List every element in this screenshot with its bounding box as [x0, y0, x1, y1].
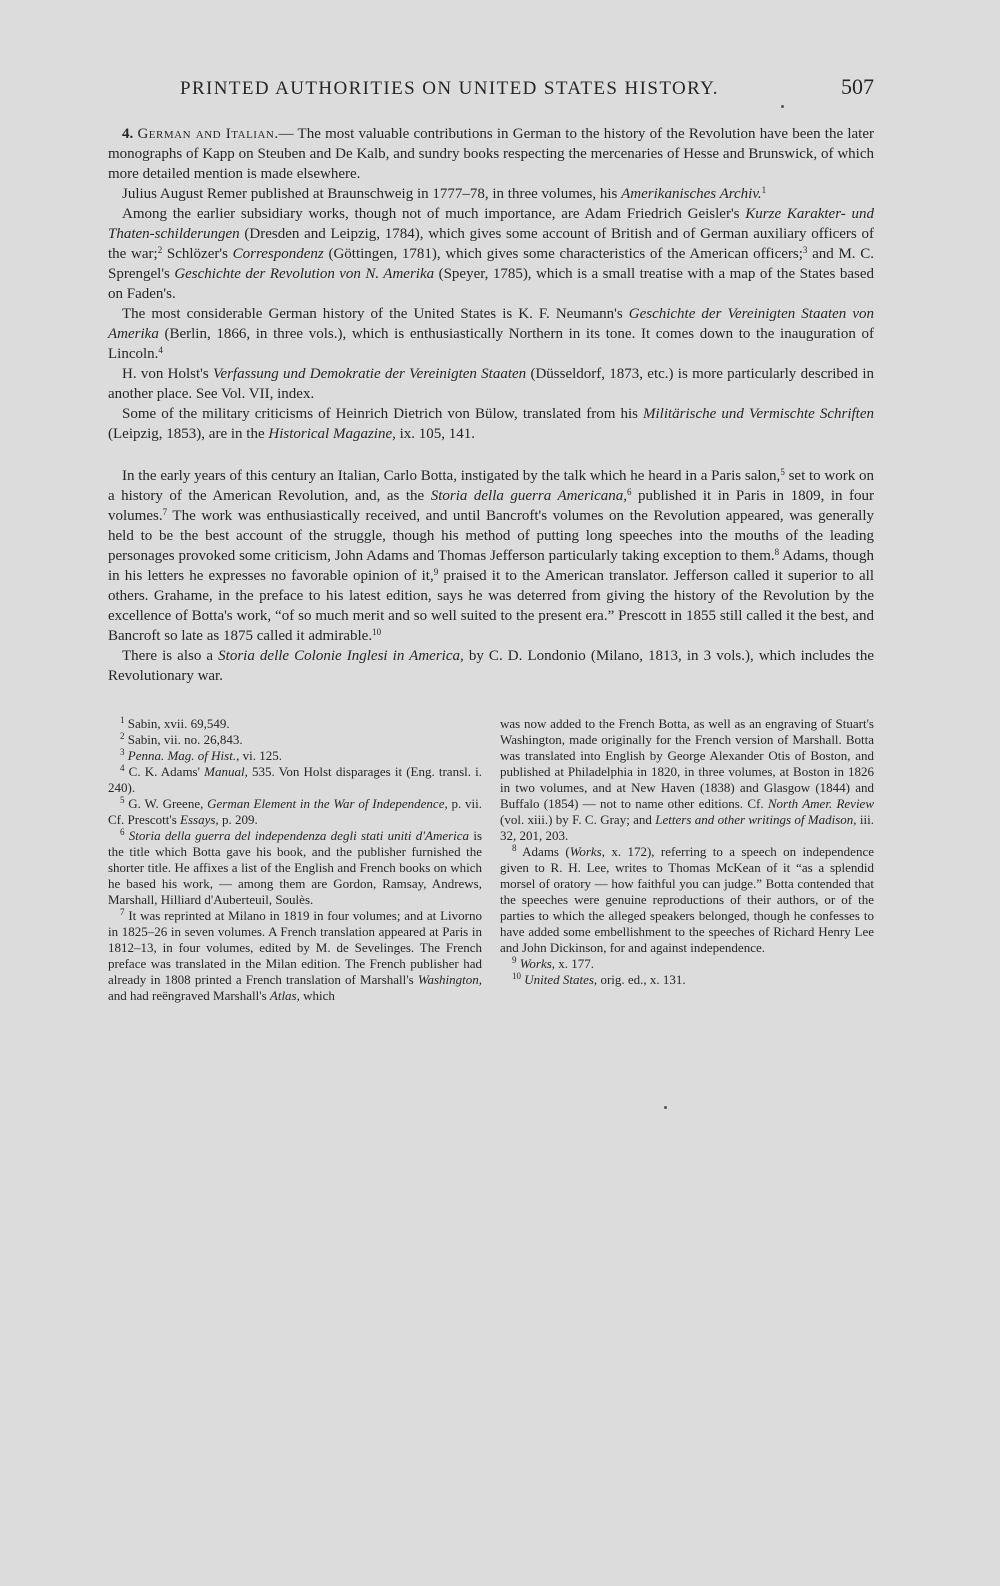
paragraph-text: published it in Paris in 1809, in four volumes. [108, 488, 874, 524]
footnote-9 [500, 956, 874, 972]
book-title: Works, [519, 956, 556, 971]
footnote-number: 10 [512, 971, 521, 981]
footnote-number: 9 [512, 955, 517, 965]
footnote-text: which [299, 988, 335, 1003]
footnote-number: 4 [120, 763, 125, 773]
footnote-5 [108, 796, 482, 828]
footnote-ref: 8 [774, 547, 780, 557]
print-speck [781, 105, 784, 108]
paragraph-neumann [108, 304, 874, 364]
paragraph-text: Schlözer's [162, 246, 233, 262]
paragraph-text: Adams, though in his letters he expresses no favorable opinion of it, [108, 548, 874, 584]
footnote-8 [500, 844, 874, 956]
section-heading: German and Italian. [137, 126, 279, 142]
footnote-text: Adams ( [522, 844, 570, 859]
footnote-1 [108, 716, 482, 732]
footnote-text: orig. ed., x. 131. [597, 972, 686, 987]
paragraph-text: Among the earlier subsidiary works, though not of much importance, are Adam Friedrich Geisler's [122, 206, 746, 222]
paragraph-text: and M. C. Sprengel's [108, 246, 875, 282]
book-title: Storia della guerra Americana, [430, 488, 628, 504]
book-title: Geschichte der Vereinigten Staaten von Amerika [108, 306, 874, 342]
paragraph-text: (Leipzig, 1853), are in the [108, 426, 269, 442]
book-title: Correspondenz [232, 246, 324, 262]
paragraph-text: Some of the military criticisms of Heinrich Dietrich von Bülow, translated from his [122, 406, 644, 422]
paragraph-remer [108, 184, 874, 204]
footnote-number: 5 [120, 795, 125, 805]
footnote-ref: 1 [761, 185, 767, 195]
footnote-2 [108, 732, 482, 748]
footnote-7-continued [500, 716, 874, 844]
footnote-6 [108, 828, 482, 908]
footnote-text: x. 172), referring to a speech on independence given to R. H. Lee, writes to Thomas McKean of it “as a splendid morsel of oratory — how faithful you can judge.” Botta contended that the speeches were genuine reproductions of their authors, or of the parties to which the alleged speakers belonged, though he confesses to have added some embellishment to the speeches of Richard Henry Lee and John Dickinson, for and against independence. [500, 844, 874, 955]
book-title: Atlas, [269, 988, 300, 1003]
footnote-text: It was reprinted at Milano in 1819 in four volumes; and at Livorno in 1825–26 in seven volumes. A French translation appeared at Paris in 1812–13, in four volumes, edited by M. de Sevelinges. The French preface was translated in the Milan edition. The French publisher had already in 1808 printed a French translation of Marshall's [108, 908, 482, 987]
paragraph-von-bulow [108, 404, 874, 444]
footnote-text: x. 177. [555, 956, 595, 971]
footnote-text: iii. 32, 201, 203. [500, 812, 874, 843]
book-title: Kurze Karakter- und Thaten-schilderungen [108, 206, 874, 242]
book-title: Manual, [204, 764, 248, 779]
book-title: Letters and other writings of Madison, [655, 812, 857, 827]
paragraph-text: H. von Holst's [122, 366, 213, 382]
footnote-text: is the title which Botta gave his book, and the publisher furnished the shorter title. He affixes a list of the English and French books on which he based his work, — among them are Gordon, Ramsay, Andrews, Marshall, Hilliard d'Auberteuil, Soulès. [108, 828, 483, 907]
paragraph-londonio [108, 646, 874, 686]
book-title: Storia delle Colonie Inglesi in America, [218, 648, 464, 664]
footnote-text: p. 209. [218, 812, 258, 827]
footnotes-left-column [108, 716, 482, 1004]
paragraph-text: The most considerable German history of the United States is K. F. Neumann's [122, 306, 629, 322]
paragraph-text: (Speyer, 1785), which is a small treatise with a map of the States based on Faden's. [108, 266, 874, 302]
footnote-ref: 7 [162, 507, 168, 517]
paragraph-text: Julius August Remer published at Braunschweig in 1777–78, in three volumes, his [122, 186, 622, 202]
paragraph-text: There is also a [122, 648, 219, 664]
paragraph-subsidiary-works [108, 204, 874, 304]
footnote-ref: 4 [158, 345, 163, 355]
footnote-ref: 9 [433, 567, 439, 577]
footnote-3 [108, 748, 482, 764]
footnote-number: 1 [120, 715, 125, 725]
book-title: Historical Magazine, [268, 426, 396, 442]
paragraph-von-holst [108, 364, 874, 404]
footnote-number: 8 [512, 843, 517, 853]
footnote-4 [108, 764, 482, 796]
footnote-7 [108, 908, 482, 1004]
book-title: Penna. Mag. of Hist., [127, 748, 240, 763]
running-head: PRINTED AUTHORITIES ON UNITED STATES HISTORY. [180, 78, 719, 99]
footnote-text: G. W. Greene, [128, 796, 208, 811]
book-title: Verfassung und Demokratie der Vereinigten Staaten [212, 366, 527, 382]
paragraph-text: set to work on a history of the American Revolution, and, as the [108, 468, 875, 504]
print-speck [664, 1106, 667, 1109]
paragraph-german-and-italian [108, 124, 874, 184]
footnote-text: p. vii. Cf. Prescott's [108, 796, 482, 827]
paragraph-text: ix. 105, 141. [395, 426, 476, 442]
paragraph-text: The work was enthusiastically received, and until Bancroft's volumes on the Revolution appeared, was generally held to be the best account of the struggle, though his method of putting long speeches into the mouths of the leading personages provoked some criticism, John Adams and Thomas Jefferson particularly taking exception to them. [108, 508, 874, 564]
book-title: North Amer. Review [767, 796, 874, 811]
footnote-ref: 3 [802, 245, 808, 255]
footnote-number: 2 [120, 731, 125, 741]
paragraph-text: (Berlin, 1866, in three vols.), which is enthusiastically Northern in its tone. It comes down to the inauguration of Lincoln. [108, 326, 874, 362]
book-title: Storia della guerra del independenza degli stati uniti d'America [128, 828, 470, 843]
footnote-10 [500, 972, 874, 988]
paragraph-text: praised it to the American translator. Jefferson called it superior to all others. Grahame, in the preface to his latest edition, says he was deterred from giving the history of the Revolution by the excellence of Botta's work, “of so much merit and so well suited to the present era.” Prescott in 1855 still called it the best, and Bancroft so late as 1875 called it admirable. [108, 568, 874, 644]
page-number: 507 [841, 74, 874, 99]
footnote-number: 6 [120, 827, 125, 837]
footnote-text: Sabin, xvii. 69,549. [127, 716, 230, 731]
paragraph-text: — The most valuable contributions in German to the history of the Revolution have been the later monographs of Kapp on Steuben and De Kalb, and sundry books respecting the mercenaries of Hesse and Brunswick, of which more detailed mention is made elsewhere. [108, 126, 874, 182]
paragraph-text: (Dresden and Leipzig, 1784), which gives some account of British and of German auxiliary officers of the war; [108, 226, 874, 262]
main-text [108, 124, 874, 686]
footnote-text: vi. 125. [239, 748, 282, 763]
page-header [180, 74, 874, 100]
footnote-text: Sabin, vii. no. 26,843. [127, 732, 243, 747]
book-title: Geschichte der Revolution von N. Amerika [174, 266, 435, 282]
footnote-number: 3 [120, 747, 125, 757]
footnote-number: 7 [120, 907, 125, 917]
footnote-ref: 6 [627, 487, 632, 497]
footnotes-right-column [500, 716, 874, 1004]
footnote-ref: 10 [372, 627, 382, 637]
book-title: German Element in the War of Independence, [207, 796, 448, 811]
footnote-text: 535. Von Holst disparages it (Eng. transl. i. 240). [108, 764, 483, 795]
book-title: Militärische und Vermischte Schriften [643, 406, 875, 422]
book-title: Washington, [417, 972, 482, 987]
paragraph-botta [108, 466, 874, 646]
paragraph-text: by C. D. Londonio (Milano, 1813, in 3 vols.), which includes the Revolutionary war. [108, 648, 874, 684]
book-title: Works, [569, 844, 605, 859]
footnote-text: and had reëngraved Marshall's [108, 988, 270, 1003]
paragraph-text: (Düsseldorf, 1873, etc.) is more particularly described in another place. See Vol. VII, index. [108, 366, 874, 402]
footnote-text: was now added to the French Botta, as well as an engraving of Stuart's Washington, made originally for the French version of Marshall. Botta was translated into English by George Alexander Otis of Boston, and published at Philadelphia in 1820, in three volumes, at Boston in 1826 in two volumes, and at New Haven (1838) and Glasgow (1844) and Buffalo (1854) — not to name other editions. Cf. [500, 716, 874, 811]
book-title: United States, [524, 972, 598, 987]
paragraph-text: (Göttingen, 1781), which gives some characteristics of the American officers; [323, 246, 803, 262]
footnote-ref: 5 [780, 467, 785, 477]
book-title: Essays, [180, 812, 219, 827]
footnote-text: C. K. Adams' [128, 764, 205, 779]
footnote-ref: 2 [157, 245, 163, 255]
paragraph-text: In the early years of this century an Italian, Carlo Botta, instigated by the talk which he heard in a Paris salon, [122, 468, 781, 484]
footnotes [108, 716, 874, 1004]
footnote-text: (vol. xiii.) by F. C. Gray; and [500, 812, 656, 827]
section-number: 4. [122, 126, 134, 142]
book-title: Amerikanisches Archiv. [621, 186, 762, 202]
